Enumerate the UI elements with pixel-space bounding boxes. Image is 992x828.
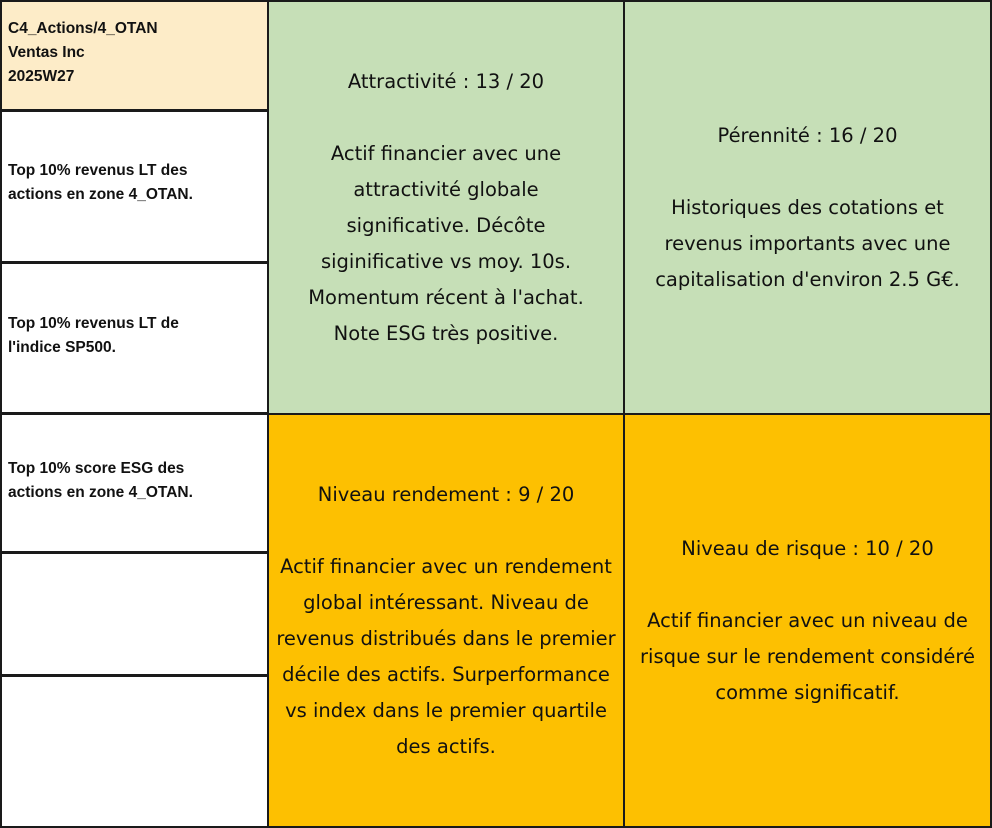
attractivite-quadrant — [267, 0, 625, 415]
criteria-row-3 — [0, 413, 268, 553]
criteria-text-2: Top 10% revenus LT de l'indice SP500. — [8, 315, 179, 356]
rendement-body: Actif financier avec un rendement global intéressant. Niveau de revenus distribués dans le premier décile des actifs. Surperformance vs index dans le premier quartile des actifs. — [276, 554, 616, 758]
criteria-text-3: Top 10% score ESG des actions en zone 4_OTAN. — [8, 460, 193, 501]
risque-title: Niveau de risque : 10 / 20 — [681, 536, 934, 560]
attractivite-body: Actif financier avec une attractivité globale significative. Décôte siginificative vs moy. 10s. Momentum récent à l'achat. Note ESG très positive. — [308, 141, 584, 345]
criteria-row-2 — [0, 262, 268, 414]
header-cell — [0, 0, 268, 111]
criteria-text-1: Top 10% revenus LT des actions en zone 4_OTAN. — [8, 162, 193, 203]
risque-body: Actif financier avec un niveau de risque sur le rendement considéré comme significatif. — [640, 608, 975, 704]
rendement-title: Niveau rendement : 9 / 20 — [317, 482, 575, 506]
rendement-quadrant — [267, 413, 625, 828]
perennite-quadrant — [623, 0, 992, 415]
perennite-body: Historiques des cotations et revenus importants avec une capitalisation d'environ 2.5 G€. — [655, 195, 960, 291]
risque-quadrant — [623, 413, 992, 828]
criteria-row-1 — [0, 110, 268, 263]
criteria-row-4 — [0, 552, 268, 676]
criteria-row-5 — [0, 675, 268, 828]
header-text: C4_Actions/4_OTAN Ventas Inc 2025W27 — [8, 20, 158, 85]
perennite-title: Pérennité : 16 / 20 — [717, 123, 898, 147]
attractivite-title: Attractivité : 13 / 20 — [347, 69, 545, 93]
